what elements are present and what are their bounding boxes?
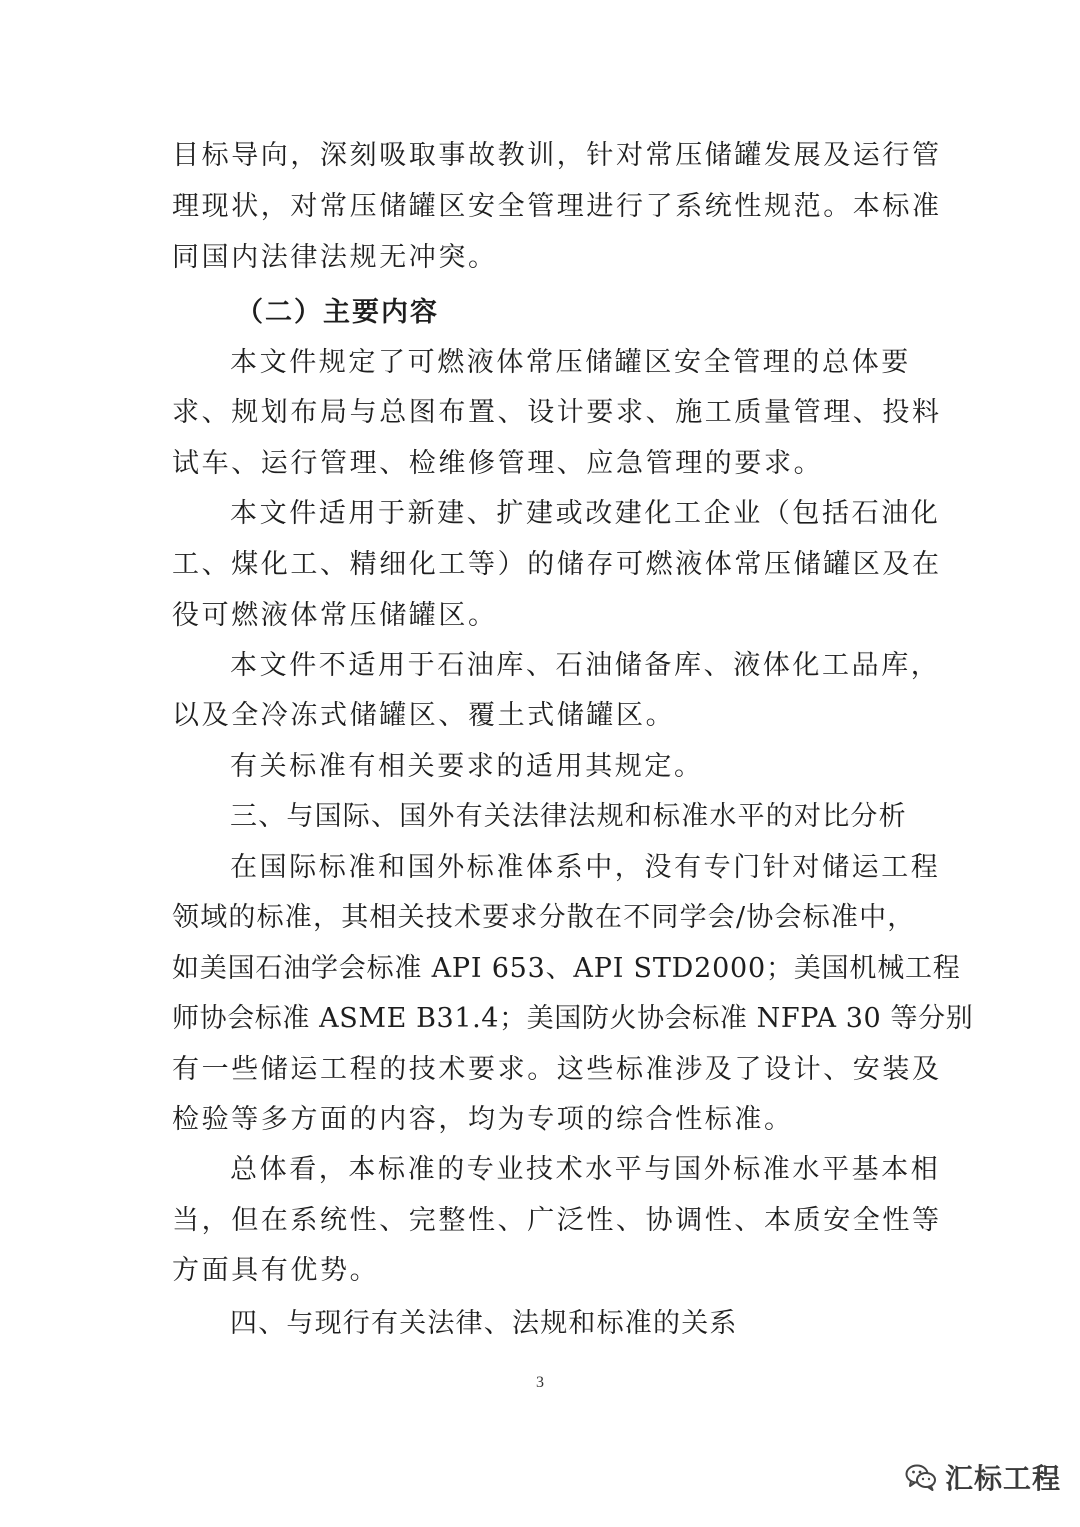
paragraph-line: 有关标准有相关要求的适用其规定。	[230, 751, 704, 782]
paragraph-line: 在国际标准和国外标准体系中，没有专门针对储运工程	[230, 852, 941, 883]
paragraph-line: 目标导向，深刻吸取事故教训，针对常压储罐发展及运行管	[172, 140, 942, 171]
paragraph-line: 同国内法律法规无冲突。	[172, 242, 498, 273]
paragraph-line: 本文件不适用于石油库、石油储备库、液体化工品库，	[230, 650, 941, 681]
paragraph-line: 检验等多方面的内容，均为专项的综合性标准。	[172, 1104, 794, 1135]
watermark	[905, 1457, 1061, 1497]
paragraph-line: 方面具有优势。	[172, 1255, 380, 1286]
paragraph-line: 如美国石油学会标准 API 653、API STD2000；美国机械工程	[172, 953, 961, 984]
paragraph-line: 有一些储运工程的技术要求。这些标准涉及了设计、安装及	[172, 1054, 942, 1085]
section-subheading: （二）主要内容	[236, 297, 439, 328]
paragraph-line: 领域的标准，其相关技术要求分散在不同学会/协会标准中，	[172, 902, 916, 933]
paragraph-line: 师协会标准 ASME B31.4；美国防火协会标准 NFPA 30 等分别	[172, 1003, 974, 1034]
watermark-text: 汇标工程	[945, 1462, 1062, 1495]
section-heading: 三、与国际、国外有关法律法规和标准水平的对比分析	[230, 801, 907, 832]
paragraph-line: 试车、运行管理、检维修管理、应急管理的要求。	[172, 448, 824, 479]
paragraph-line: 本文件适用于新建、扩建或改建化工企业（包括石油化	[230, 498, 941, 529]
paragraph-line: 当，但在系统性、完整性、广泛性、协调性、本质安全性等	[172, 1205, 942, 1236]
paragraph-line: 工、煤化工、精细化工等）的储存可燃液体常压储罐区及在	[172, 549, 942, 580]
section-heading: 四、与现行有关法律、法规和标准的关系	[230, 1308, 738, 1339]
paragraph-line: 总体看，本标准的专业技术水平与国外标准水平基本相	[230, 1154, 941, 1185]
paragraph-line: 理现状，对常压储罐区安全管理进行了系统性规范。本标准	[172, 191, 942, 222]
paragraph-line: 本文件规定了可燃液体常压储罐区安全管理的总体要	[230, 347, 911, 378]
wechat-icon	[905, 1463, 937, 1491]
paragraph-line: 役可燃液体常压储罐区。	[172, 600, 498, 631]
paragraph-line: 求、规划布局与总图布置、设计要求、施工质量管理、投料	[172, 397, 942, 428]
page-number: 3	[536, 1374, 544, 1391]
paragraph-line: 以及全冷冻式储罐区、覆土式储罐区。	[172, 700, 676, 731]
